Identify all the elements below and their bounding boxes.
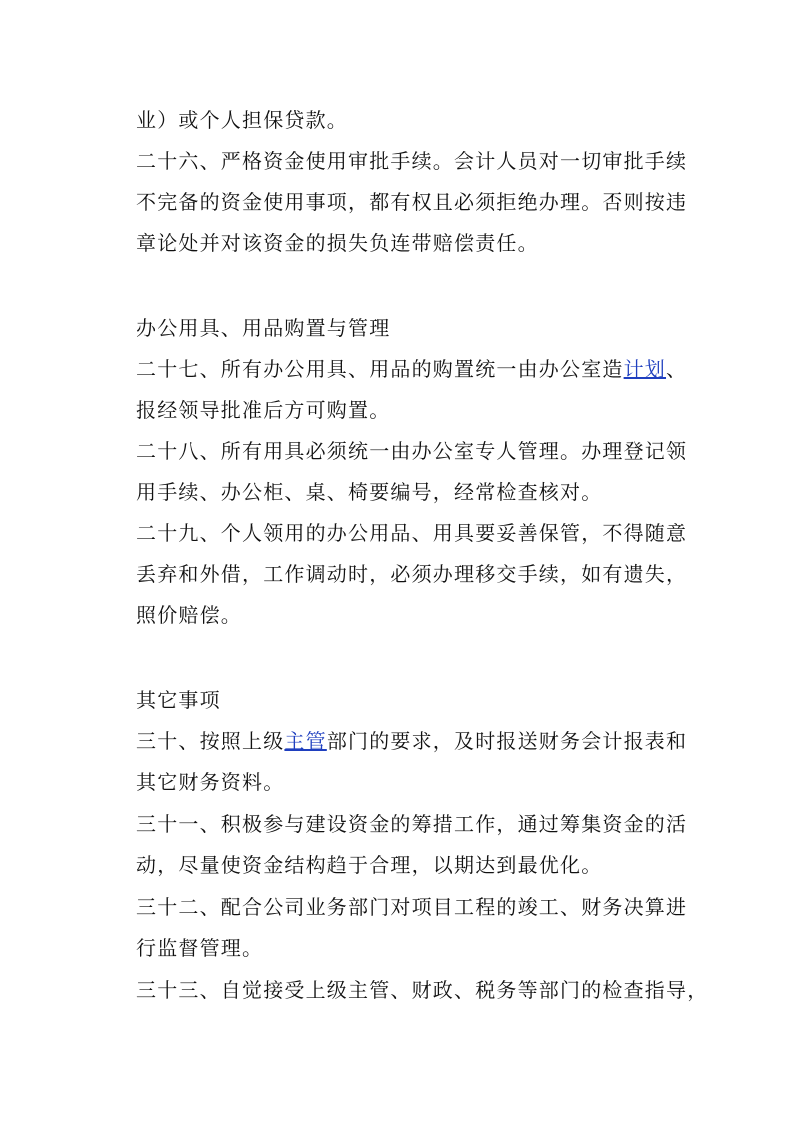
paragraph-line: 报经领导批准后方可购置。	[136, 398, 391, 422]
clause-28-line: 二十八、所有用具必须统一由办公室专人管理。办理登记领	[136, 439, 688, 463]
paragraph-line: 其它财务资料。	[136, 770, 285, 794]
clause-29-line: 二十九、个人领用的办公用品、用具要妥善保管，不得随意	[136, 521, 688, 545]
section-heading-other-matters: 其它事项	[136, 688, 221, 712]
text-span: 、	[666, 357, 688, 381]
paragraph-line: 用手续、办公柜、桌、椅要编号，经常检查核对。	[136, 480, 603, 504]
text-span: 部门的要求，及时报送财务会计报表和	[326, 729, 688, 753]
clause-31-line: 三十一、积极参与建设资金的筹措工作，通过筹集资金的活	[136, 812, 688, 836]
paragraph-line: 动，尽量使资金结构趋于合理，以期达到最优化。	[136, 853, 603, 877]
clause-27-line	[136, 357, 687, 381]
paragraph-line: 丢弃和外借，工作调动时，必须办理移交手续，如有遗失，	[136, 562, 688, 586]
supervisor-link[interactable]: 主管	[284, 729, 327, 753]
paragraph-line: 行监督管理。	[136, 936, 264, 960]
clause-26-line: 二十六、严格资金使用审批手续。会计人员对一切审批手续	[136, 149, 688, 173]
paragraph-line: 不完备的资金使用事项，都有权且必须拒绝办理。否则按违	[136, 190, 688, 214]
text-span: 三十、按照上级	[136, 729, 285, 753]
section-heading-office-supplies: 办公用具、用品购置与管理	[136, 316, 391, 340]
clause-30-line	[136, 729, 687, 753]
text-span: 二十七、所有办公用具、用品的购置统一由办公室造	[136, 357, 624, 381]
paragraph-line: 章论处并对该资金的损失负连带赔偿责任。	[136, 231, 539, 255]
paragraph-line: 业）或个人担保贷款。	[136, 108, 348, 132]
paragraph-line: 照价赔偿。	[136, 603, 242, 627]
plan-link[interactable]: 计划	[623, 357, 667, 381]
clause-33-line: 三十三、自觉接受上级主管、财政、税务等部门的检查指导，	[136, 978, 709, 1002]
clause-32-line: 三十二、配合公司业务部门对项目工程的竣工、财务决算进	[136, 895, 688, 919]
